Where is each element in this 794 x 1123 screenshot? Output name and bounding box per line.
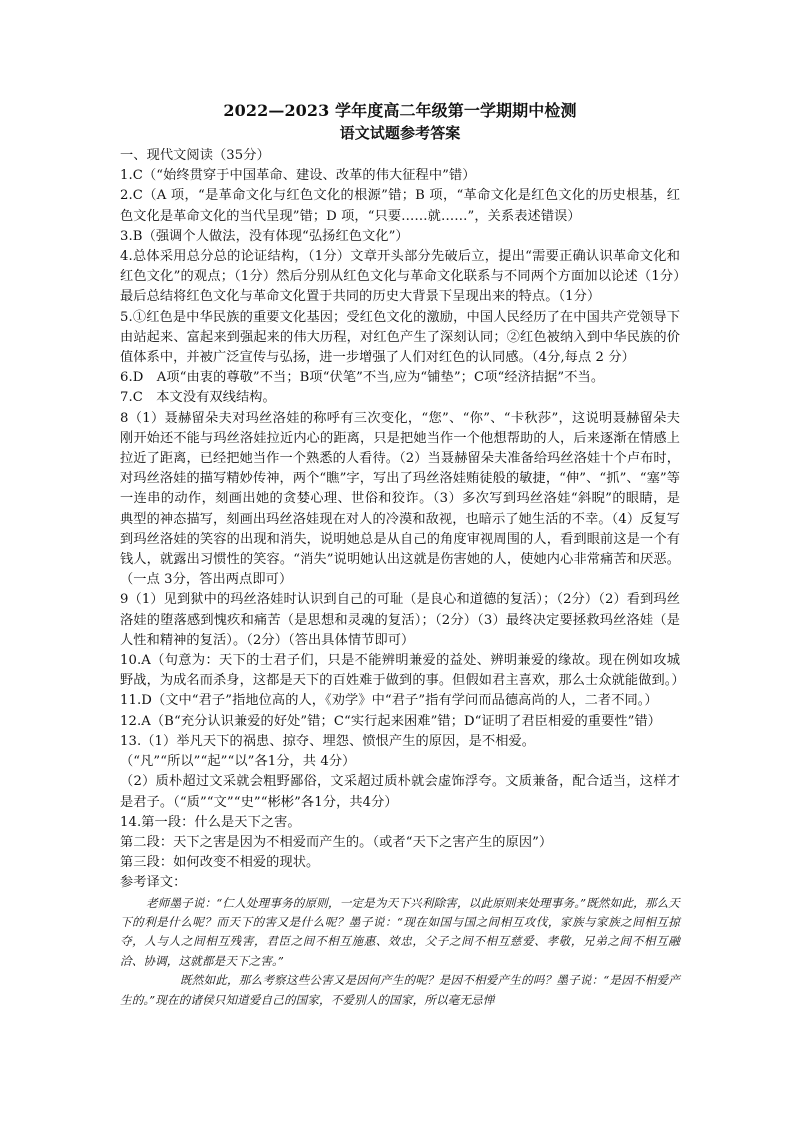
answer-2: 2.C（A 项，“是革命文化与红色文化的根源”错；B 项，“革命文化是红色文化的历史根基，红色文化是革命文化的当代呈现”错；D 项，“只要……就……”，关系表述错误）	[120, 188, 680, 224]
answer-13-part2: （2）质朴超过文采就会粗野鄙俗，文采超过质朴就会虚饰浮夸。文质兼备，配合适当，这样才是君子。（“质”“文”“史”“彬彬”各1分，共4分）	[120, 774, 680, 810]
answer-14-para1: 14.第一段：什么是天下之害。	[120, 814, 301, 830]
translation-heading: 参考译文：	[120, 875, 187, 891]
translation-paragraph-2: 既然如此，那么考察这些公害又是因何产生的呢？是因不相爱产生的吗？墨子说：“是因不相爱产生的。”现在的诸侯只知道爱自己的国家，不爱别人的国家，所以毫无忌惮	[120, 973, 680, 1007]
document-page	[120, 100, 685, 1010]
answer-1: 1.C（“始终贯穿于中国革命、建设、改革的伟大征程中”错）	[120, 168, 476, 184]
answer-8: 8（1）聂赫留朵夫对玛丝洛娃的称呼有三次变化，“您”、“你”、“卡秋莎”，这说明聂赫留朵夫刚开始还不能与玛丝洛娃拉近内心的距离，只是把她当作一个他想帮助的人，后来逐渐在情感上拉近了距离，已经把她当作一个熟悉的人看待。（2）当聂赫留朵夫准备给玛丝洛娃十个卢布时，对玛丝洛娃的描写精妙传神，两个“瞧”字，写出了玛丝洛娃贿徒般的敏捷，“伸”、“抓”、“塞”等一连串的动作，刻画出她的贪婪心理、世俗和狡诈。（3）多次写到玛丝洛娃“斜睨”的眼睛，是典型的神态描写，刻画出玛丝洛娃现在对人的冷漠和敌视，也暗示了她生活的不幸。（4）反复写到玛丝洛娃的笑容的出现和消失，说明她总是从自己的角度审视周围的人，看到眼前这是一个有钱人，就露出习惯性的笑容。“消失”说明她认出这就是伤害她的人，使她内心非常痛苦和厌恶。（一点 3分，答出两点即可）	[120, 410, 680, 588]
document-title: 2022—2023 学年度高二年级第一学期期中检测	[223, 101, 577, 120]
answer-11: 11.D（文中“君子”指地位高的人，《劝学》中“君子”指有学问而品德高尚的人，二者不同。）	[120, 693, 658, 709]
answer-12: 12.A（B“充分认识兼爱的好处”错；C“实行起来困难”错；D“证明了君臣相爱的重要性”错）	[120, 713, 662, 729]
translation-paragraph-1: 老师墨子说：“仁人处理事务的原则，一定是为天下兴利除害，以此原则来处理事务。”既然如此，那么天下的利是什么呢？而天下的害又是什么呢？墨子说：“现在如国与国之间相互攻伐，家族与家族之间相互掠夺，人与人之间相互残害，君臣之间不相互施惠、效忠，父子之间不相互慈爱、孝敬，兄弟之间不相互融洽、协调，这就都是天下之害。”	[120, 895, 680, 968]
answer-14-para3: 第三段：如何改变不相爱的现状。	[120, 855, 320, 871]
answer-13-part1: 13.（1）举凡天下的祸患、掠夺、埋怨、愤恨产生的原因，是不相爱。	[120, 733, 536, 749]
answer-10: 10.A（句意为：天下的士君子们，只是不能辨明兼爱的益处、辨明兼爱的缘故。现在例如攻城野战，为成名而杀身，这都是天下的百姓难于做到的事。但假如君主喜欢，那么士众就能做到。）	[120, 653, 685, 689]
answer-7: 7.C 本文没有双线结构。	[120, 390, 276, 406]
answer-6: 6.D A项“由衷的尊敬”不当；B项“伏笔”不当,应为“铺垫”；C项“经济拮据”不当。	[120, 370, 605, 386]
answer-3: 3.B（强调个人做法，没有体现“弘扬红色文化”）	[120, 228, 409, 244]
answer-9: 9（1）见到狱中的玛丝洛娃时认识到自己的可耻（是良心和道德的复活）；（2分）（2）看到玛丝洛娃的堕落感到愧疚和痛苦（是思想和灵魂的复活）；（2分）（3）最终决定要拯救玛丝洛娃（是人性和精神的复活）。（2分）（答出具体情节即可）	[120, 592, 680, 648]
document-subtitle: 语文试题参考答案	[339, 124, 461, 142]
answer-5: 5.①红色是中华民族的重要文化基因；受红色文化的激励，中国人民经历了在中国共产党领导下由站起来、富起来到强起来的伟大历程，对红色产生了深刻认同；②红色被纳入到中华民族的价值体系中，并被广泛宣传与弘扬，进一步增强了人们对红色的认同感。（4分,每点 2 分）	[120, 309, 680, 366]
section-heading: 一、现代文阅读（35分）	[120, 148, 270, 163]
answer-14-para2: 第二段：天下之害是因为不相爱而产生的。（或者“天下之害产生的原因”）	[120, 834, 553, 850]
answer-4: 4.总体采用总分总的论证结构，（1分）文章开头部分先破后立，提出“需要正确认识革命文化和红色文化”的观点；（1分）然后分别从红色文化与革命文化联系与不同两个方面加以论述（1分）最后总结将红色文化与革命文化置于共同的历史大背景下呈现出来的特点。（1分）	[120, 249, 680, 305]
answer-13-scoring: （“凡”“所以”“起”“以”各1分，共 4分）	[120, 754, 356, 770]
